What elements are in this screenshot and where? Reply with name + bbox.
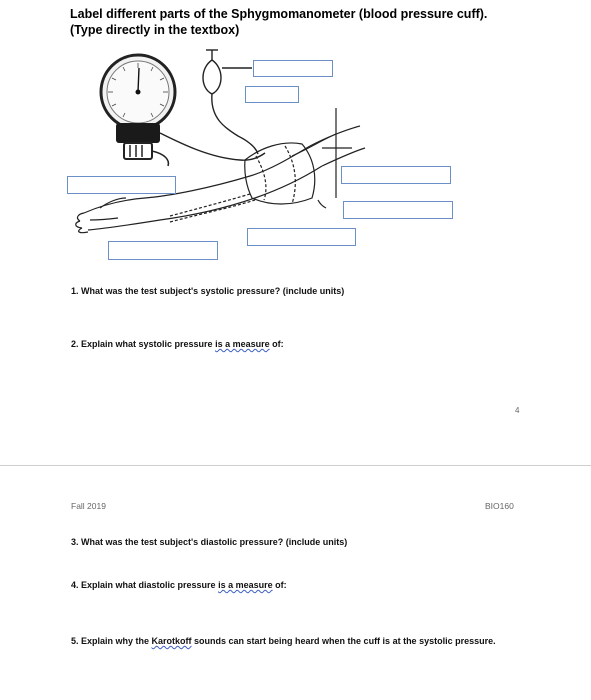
- question-5: 5. Explain why the Karotkoff sounds can start being heard when the cuff is at the systolic pressure.: [71, 636, 496, 646]
- instructions-text: Label different parts of the Sphygmomanometer (blood pressure cuff). (Type directly in the textbox): [70, 7, 488, 37]
- label-box-valve[interactable]: [245, 86, 299, 103]
- label-box-bulb[interactable]: [253, 60, 333, 77]
- question-3: 3. What was the test subject's diastolic pressure? (include units): [71, 537, 348, 547]
- question-2: 2. Explain what systolic pressure is a measure of:: [71, 339, 284, 349]
- spellcheck-underline-name: Karotkoff: [151, 636, 192, 646]
- gauge-illustration: [101, 55, 175, 166]
- label-box-stethoscope[interactable]: [341, 166, 451, 184]
- spellcheck-underline: is a measure: [218, 580, 273, 590]
- label-box-tubing[interactable]: [247, 228, 356, 246]
- footer-left: Fall 2019: [71, 501, 106, 511]
- question-4: 4. Explain what diastolic pressure is a measure of:: [71, 580, 287, 590]
- label-box-gauge[interactable]: [67, 176, 176, 194]
- bulb-illustration: [160, 50, 265, 160]
- label-box-brachial-artery[interactable]: [108, 241, 218, 260]
- sphygmomanometer-diagram: [60, 48, 470, 258]
- question-1: 1. What was the test subject's systolic pressure? (include units): [71, 286, 345, 296]
- footer-right: BIO160: [485, 501, 514, 511]
- stethoscope-illustration: [292, 108, 352, 208]
- page-number: 4: [515, 406, 520, 415]
- spellcheck-underline: is a measure: [215, 339, 270, 349]
- page-break-divider: [0, 465, 591, 466]
- label-box-cuff[interactable]: [343, 201, 453, 219]
